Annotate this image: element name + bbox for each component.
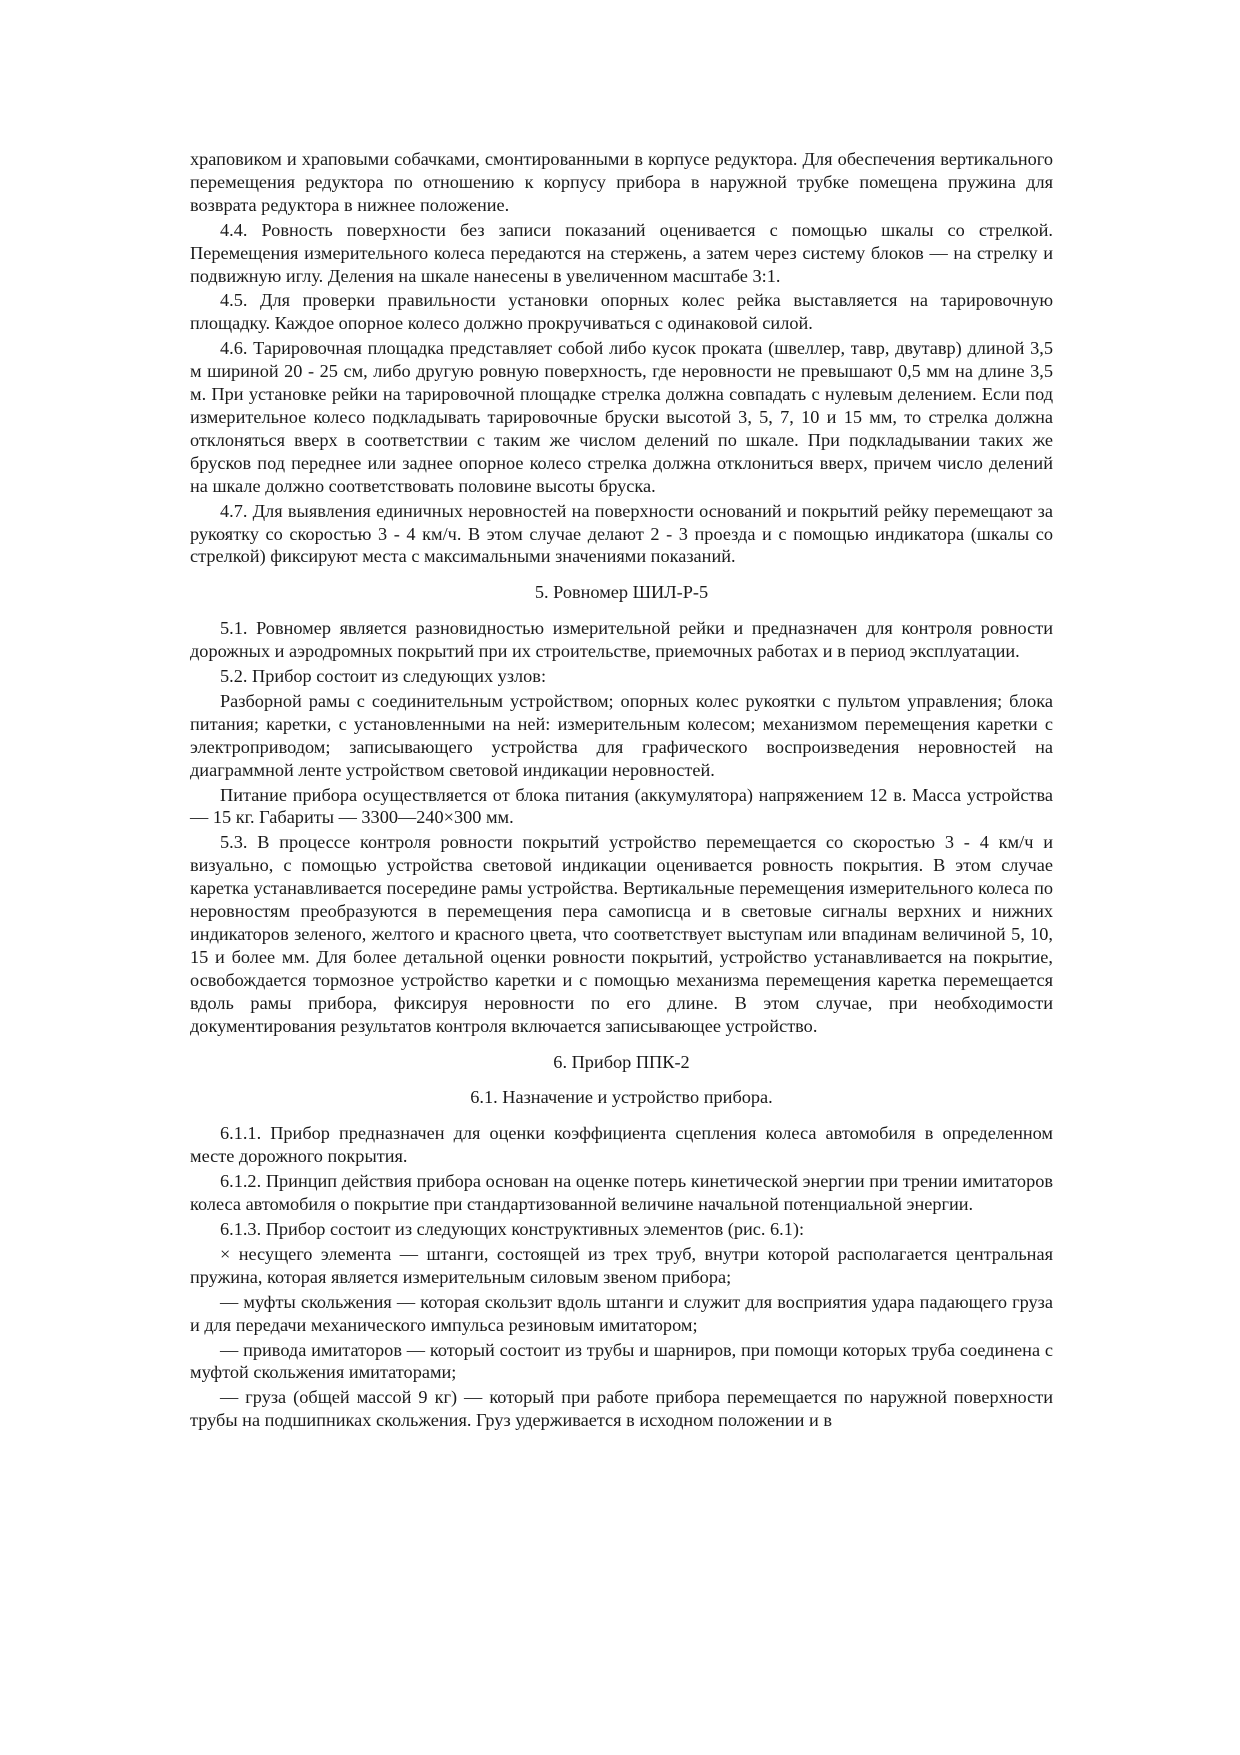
paragraph-4-5: 4.5. Для проверки правильности установки опорных колес рейка выставляется на тарировочную площадку. Каждое опорное колесо должно прокручиваться с одинаковой силой. [190, 290, 1053, 334]
section-5-heading: 5. Ровномер ШИЛ-Р-5 [534, 582, 709, 603]
list-item-rod: × несущего элемента — штанги, состоящей из трех труб, внутри которой располагается центральная пружина, которая является измерительным силовым звеном прибора; [190, 1243, 1053, 1287]
paragraph-5-2: 5.2. Прибор состоит из следующих узлов: [220, 666, 547, 687]
paragraph-5-3: 5.3. В процессе контроля ровности покрытий устройство перемещается со скоростью 3 - 4 км/ч и визуально, с помощью устройства световой индикации оценивается ровность покрытия. В этом случае каретка устанавливается посередине рамы устройства. Вертикальные перемещения измерительного колеса по неровностям преобразуются в перемещения пера самописца и в световые сигналы верхних и нижних индикаторов зеленого, желтого и красного цвета, что соответствует выступам или впадинам величиной 5, 10, 15 и более мм. Для более детальной оценки ровности покрытий, устройство устанавливается на покрытие, освобождается тормозное устройство каретки и с помощью механизма перемещения каретка перемещается вдоль рамы прибора, фиксируя неровности по его длине. В этом случае, при необходимости документирования результатов контроля включается записывающее устройство. [190, 832, 1053, 1036]
list-item-imitator-drive: — привода имитаторов — который состоит из трубы и шарниров, при помощи которых труба соединена с муфтой скольжения имитаторами; [190, 1339, 1053, 1383]
section-6-heading: 6. Прибор ППК-2 [553, 1051, 690, 1072]
paragraph-6-1-2: 6.1.2. Принцип действия прибора основан на оценке потерь кинетической энергии при трении имитаторов колеса автомобиля о покрытие при стандартизованной величине начальной потенциальной энергии. [190, 1171, 1053, 1215]
paragraph-4-7: 4.7. Для выявления единичных неровностей на поверхности оснований и покрытий рейку перемещают за рукоятку со скоростью 3 - 4 км/ч. В этом случае делают 2 - 3 проезда и с помощью индикатора (шкалы со стрелкой) фиксируют места с максимальными значениями показаний. [190, 500, 1053, 567]
paragraph-6-1-3: 6.1.3. Прибор состоит из следующих конструктивных элементов (рис. 6.1): [220, 1218, 805, 1239]
paragraph-5-1: 5.1. Ровномер является разновидностью измерительной рейки и предназначен для контроля ровности дорожных и аэродромных покрытий при их строительстве, приемочных работах и в период эксплуатации. [190, 618, 1053, 662]
paragraph-4-4: 4.4. Ровность поверхности без записи показаний оценивается с помощью шкалы со стрелкой. Перемещения измерительного колеса передаются на стержень, а затем через систему блоков — на стрелку и подвижную иглу. Деления на шкале нанесены в увеличенном масштабе 3:1. [190, 219, 1053, 286]
paragraph-6-1-1: 6.1.1. Прибор предназначен для оценки коэффициента сцепления колеса автомобиля в определенном месте дорожного покрытия. [190, 1123, 1053, 1167]
paragraph-4-6: 4.6. Тарировочная площадка представляет собой либо кусок проката (швеллер, тавр, двутавр) длиной 3,5 м шириной 20 - 25 см, либо другую ровную поверхность, где неровности не превышают 0,5 мм на длине 3,5 м. При установке рейки на тарировочной площадке стрелка должна совпадать с нулевым делением. Если под измерительное колесо подкладывать тарировочные бруски высотой 3, 5, 7, 10 и 15 мм, то стрелка должна отклоняться вверх в соответствии с таким же числом делений по шкале. При подкладывании таких же брусков под переднее или заднее опорное колесо стрелка должна отклониться вверх, причем число делений на шкале должно соответствовать половине высоты бруска. [190, 338, 1053, 496]
section-6-1-heading: 6.1. Назначение и устройство прибора. [470, 1087, 773, 1108]
list-item-sliding-coupling: — муфты скольжения — которая скользит вдоль штанги и служит для восприятия удара падающего груза и для передачи механического импульса резиновым имитатором; [190, 1291, 1053, 1335]
document-page [190, 148, 1053, 1432]
list-item-weight: — груза (общей массой 9 кг) — который при работе прибора перемещается по наружной поверхности трубы на подшипниках скольжения. Груз удерживается в исходном положении и в [190, 1387, 1053, 1431]
paragraph-continuation: храповиком и храповыми собачками, смонтированными в корпусе редуктора. Для обеспечения вертикального перемещения редуктора по отношению к корпусу прибора в наружной трубке помещена пружина для возврата редуктора в нижнее положение. [190, 149, 1053, 215]
paragraph-5-2-power: Питание прибора осуществляется от блока питания (аккумулятора) напряжением 12 в. Масса устройства — 15 кг. Габариты — 3300—240×300 мм. [190, 784, 1053, 828]
paragraph-5-2-units: Разборной рамы с соединительным устройством; опорных колес рукоятки с пультом управления; блока питания; каретки, с установленными на ней: измерительным колесом; механизмом перемещения каретки с электроприводом; записывающего устройства для графического воспроизведения неровностей на диаграммной ленте устройством световой индикации неровностей. [190, 690, 1053, 780]
